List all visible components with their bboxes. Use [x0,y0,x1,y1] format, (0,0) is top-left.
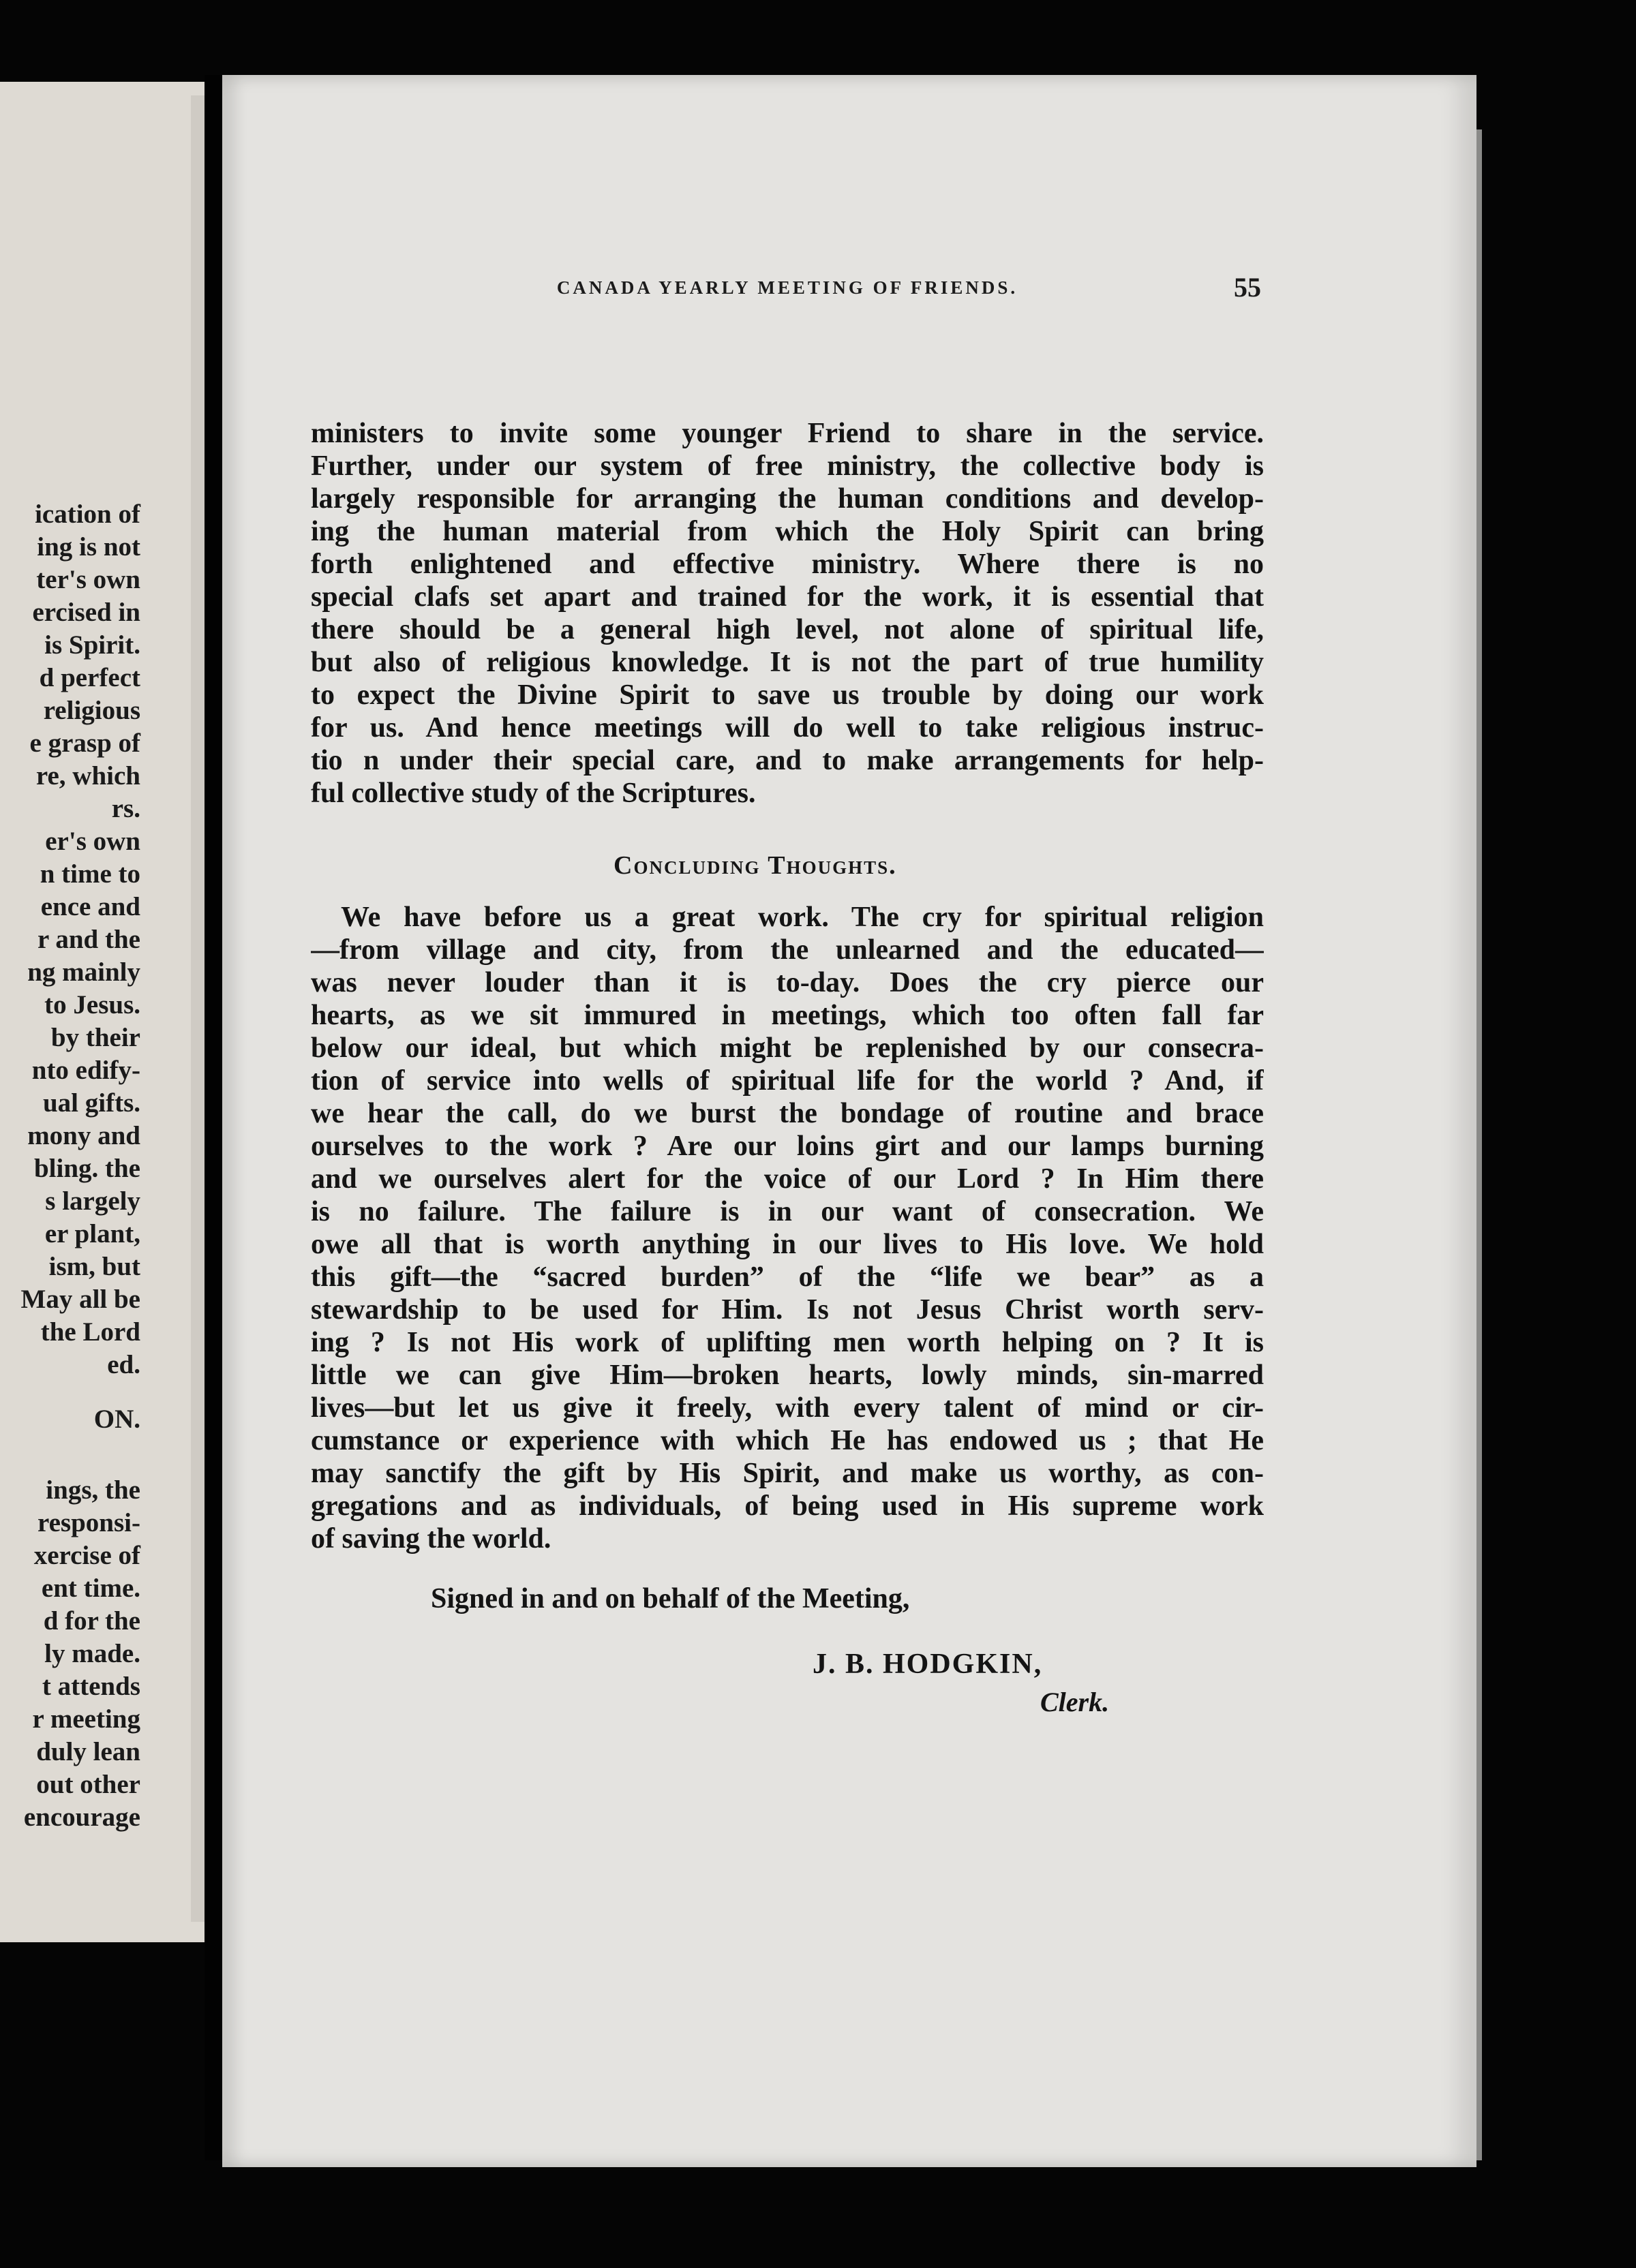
paragraph-2-line: hearts, as we sit immured in meetings, which too often fall far [311,1000,1264,1031]
paragraph-1-line: to expect the Divine Spirit to save us trouble by doing our work [311,679,1264,711]
left-page-line: xercise of [33,1541,140,1570]
page-number: 55 [1234,272,1261,303]
left-page-line: ism, but [48,1252,140,1281]
left-page-line: s largely [45,1186,140,1216]
left-page-line: ent time. [41,1574,140,1603]
paragraph-1-line: largely responsible for arranging the human conditions and develop- [311,483,1264,515]
left-page-line: d perfect [39,663,140,692]
paragraph-2-line: ing ? Is not His work of uplifting men worth helping on ? It is [311,1327,1264,1358]
left-page-line: ed. [107,1350,140,1379]
paragraph-2-line: and we ourselves alert for the voice of our Lord ? In Him there [311,1163,1264,1195]
left-page-line: ng mainly [27,957,140,987]
section-heading: Concluding Thoughts. [614,851,897,880]
left-page-line: ication of [35,500,140,529]
paragraph-2-line: may sanctify the gift by His Spirit, and make us worthy, as con- [311,1458,1264,1489]
paragraph-1-line: ing the human material from which the Holy Spirit can bring [311,516,1264,547]
running-head: CANADA YEARLY MEETING OF FRIENDS. [556,277,1018,298]
left-page-line: out other [36,1770,140,1799]
paragraph-2-line: tion of service into wells of spiritual life for the world ? And, if [311,1065,1264,1097]
left-page-line: May all be [20,1285,140,1314]
left-page-line: is Spirit. [44,630,140,660]
left-page-line: responsi- [37,1508,140,1537]
left-page-line: duly lean [36,1737,140,1766]
left-page-line: encourage [23,1803,140,1832]
paragraph-2-line: is no failure. The failure is in our want of consecration. We [311,1196,1264,1227]
left-page-line: ence and [40,892,140,921]
left-page-line: re, which [35,761,140,791]
signer-title: Clerk. [1040,1687,1110,1717]
left-page-line: ercised in [32,598,140,627]
paragraph-2-line: below our ideal, but which might be replenished by our consecra- [311,1032,1264,1064]
paragraph-1-line: ministers to invite some younger Friend to share in the service. [311,418,1264,449]
left-page-line: t attends [42,1672,140,1701]
paragraph-2-line: little we can give Him—broken hearts, lowly minds, sin-marred [311,1360,1264,1391]
left-page-line: r meeting [32,1704,140,1734]
left-page-line: by their [50,1023,140,1052]
paragraph-2-line: owe all that is worth anything in our lives to His love. We hold [311,1229,1264,1260]
left-page-line: ly made. [44,1639,140,1668]
paragraph-2-line: stewardship to be used for Him. Is not Jesus Christ worth serv- [311,1294,1264,1325]
book-gutter [204,75,222,2160]
left-page-line: er's own [45,827,140,856]
paragraph-1-line: Further, under our system of free ministry, the collective body is [311,450,1264,482]
left-page-line: d for the [43,1606,140,1636]
paragraph-1-line: tio n under their special care, and to make arrangements for help- [311,745,1264,776]
left-page-line: ter's own [36,565,140,594]
left-page-line: r and the [37,925,140,954]
paragraph-2-line: was never louder than it is to-day. Does the cry pierce our [311,967,1264,998]
paragraph-2-line: ourselves to the work ? Are our loins girt and our lamps burning [311,1131,1264,1162]
paragraph-2-line: lives—but let us give it freely, with every talent of mind or cir- [311,1392,1264,1424]
left-page-line: rs. [111,794,140,823]
paragraph-2-line: We have before us a great work. The cry for spiritual religion [341,902,1264,933]
left-page-line: bling. the [33,1154,140,1183]
closing-line: Signed in and on behalf of the Meeting, [431,1583,910,1614]
paragraph-1-line: there should be a general high level, not alone of spiritual life, [311,614,1264,645]
left-page-line: er plant, [44,1219,140,1248]
paragraph-1-line: special clafs set apart and trained for the work, it is essential that [311,581,1264,613]
left-page-line: n time to [40,859,140,889]
left-page-line: e grasp of [29,729,140,758]
paragraph-2-line: —from village and city, from the unlearned and the educated— [311,934,1264,966]
paragraph-2-line: gregations and as individuals, of being used in His supreme work [311,1490,1264,1522]
signer-name: J. B. HODGKIN, [813,1649,1043,1680]
paragraph-1-line: for us. And hence meetings will do well to take religious instruc- [311,712,1264,744]
left-page-line: mony and [27,1121,140,1150]
left-page-line: ual gifts. [42,1088,140,1118]
paragraph-1-line: forth enlightened and effective ministry. Where there is no [311,549,1264,580]
paragraph-1-line: but also of religious knowledge. It is not the part of true humility [311,647,1264,678]
paragraph-1-line: ful collective study of the Scriptures. [311,778,756,809]
left-page-line: ON. [93,1405,140,1434]
left-page [0,82,204,1942]
left-page-line: ing is not [37,532,140,562]
paragraph-2-line: this gift—the “sacred burden” of the “life we bear” as a [311,1261,1264,1293]
paragraph-2-line: cumstance or experience with which He has endowed us ; that He [311,1425,1264,1456]
left-page-line: nto edify- [31,1056,140,1085]
left-page-line: to Jesus. [44,990,140,1020]
left-page-line: ings, the [46,1475,140,1505]
paragraph-2-line: of saving the world. [311,1523,551,1554]
paragraph-2-line: we hear the call, do we burst the bondage of routine and brace [311,1098,1264,1129]
left-page-line: religious [43,696,140,725]
left-page-line: the Lord [40,1317,140,1347]
right-page-edge [1476,129,1482,2160]
